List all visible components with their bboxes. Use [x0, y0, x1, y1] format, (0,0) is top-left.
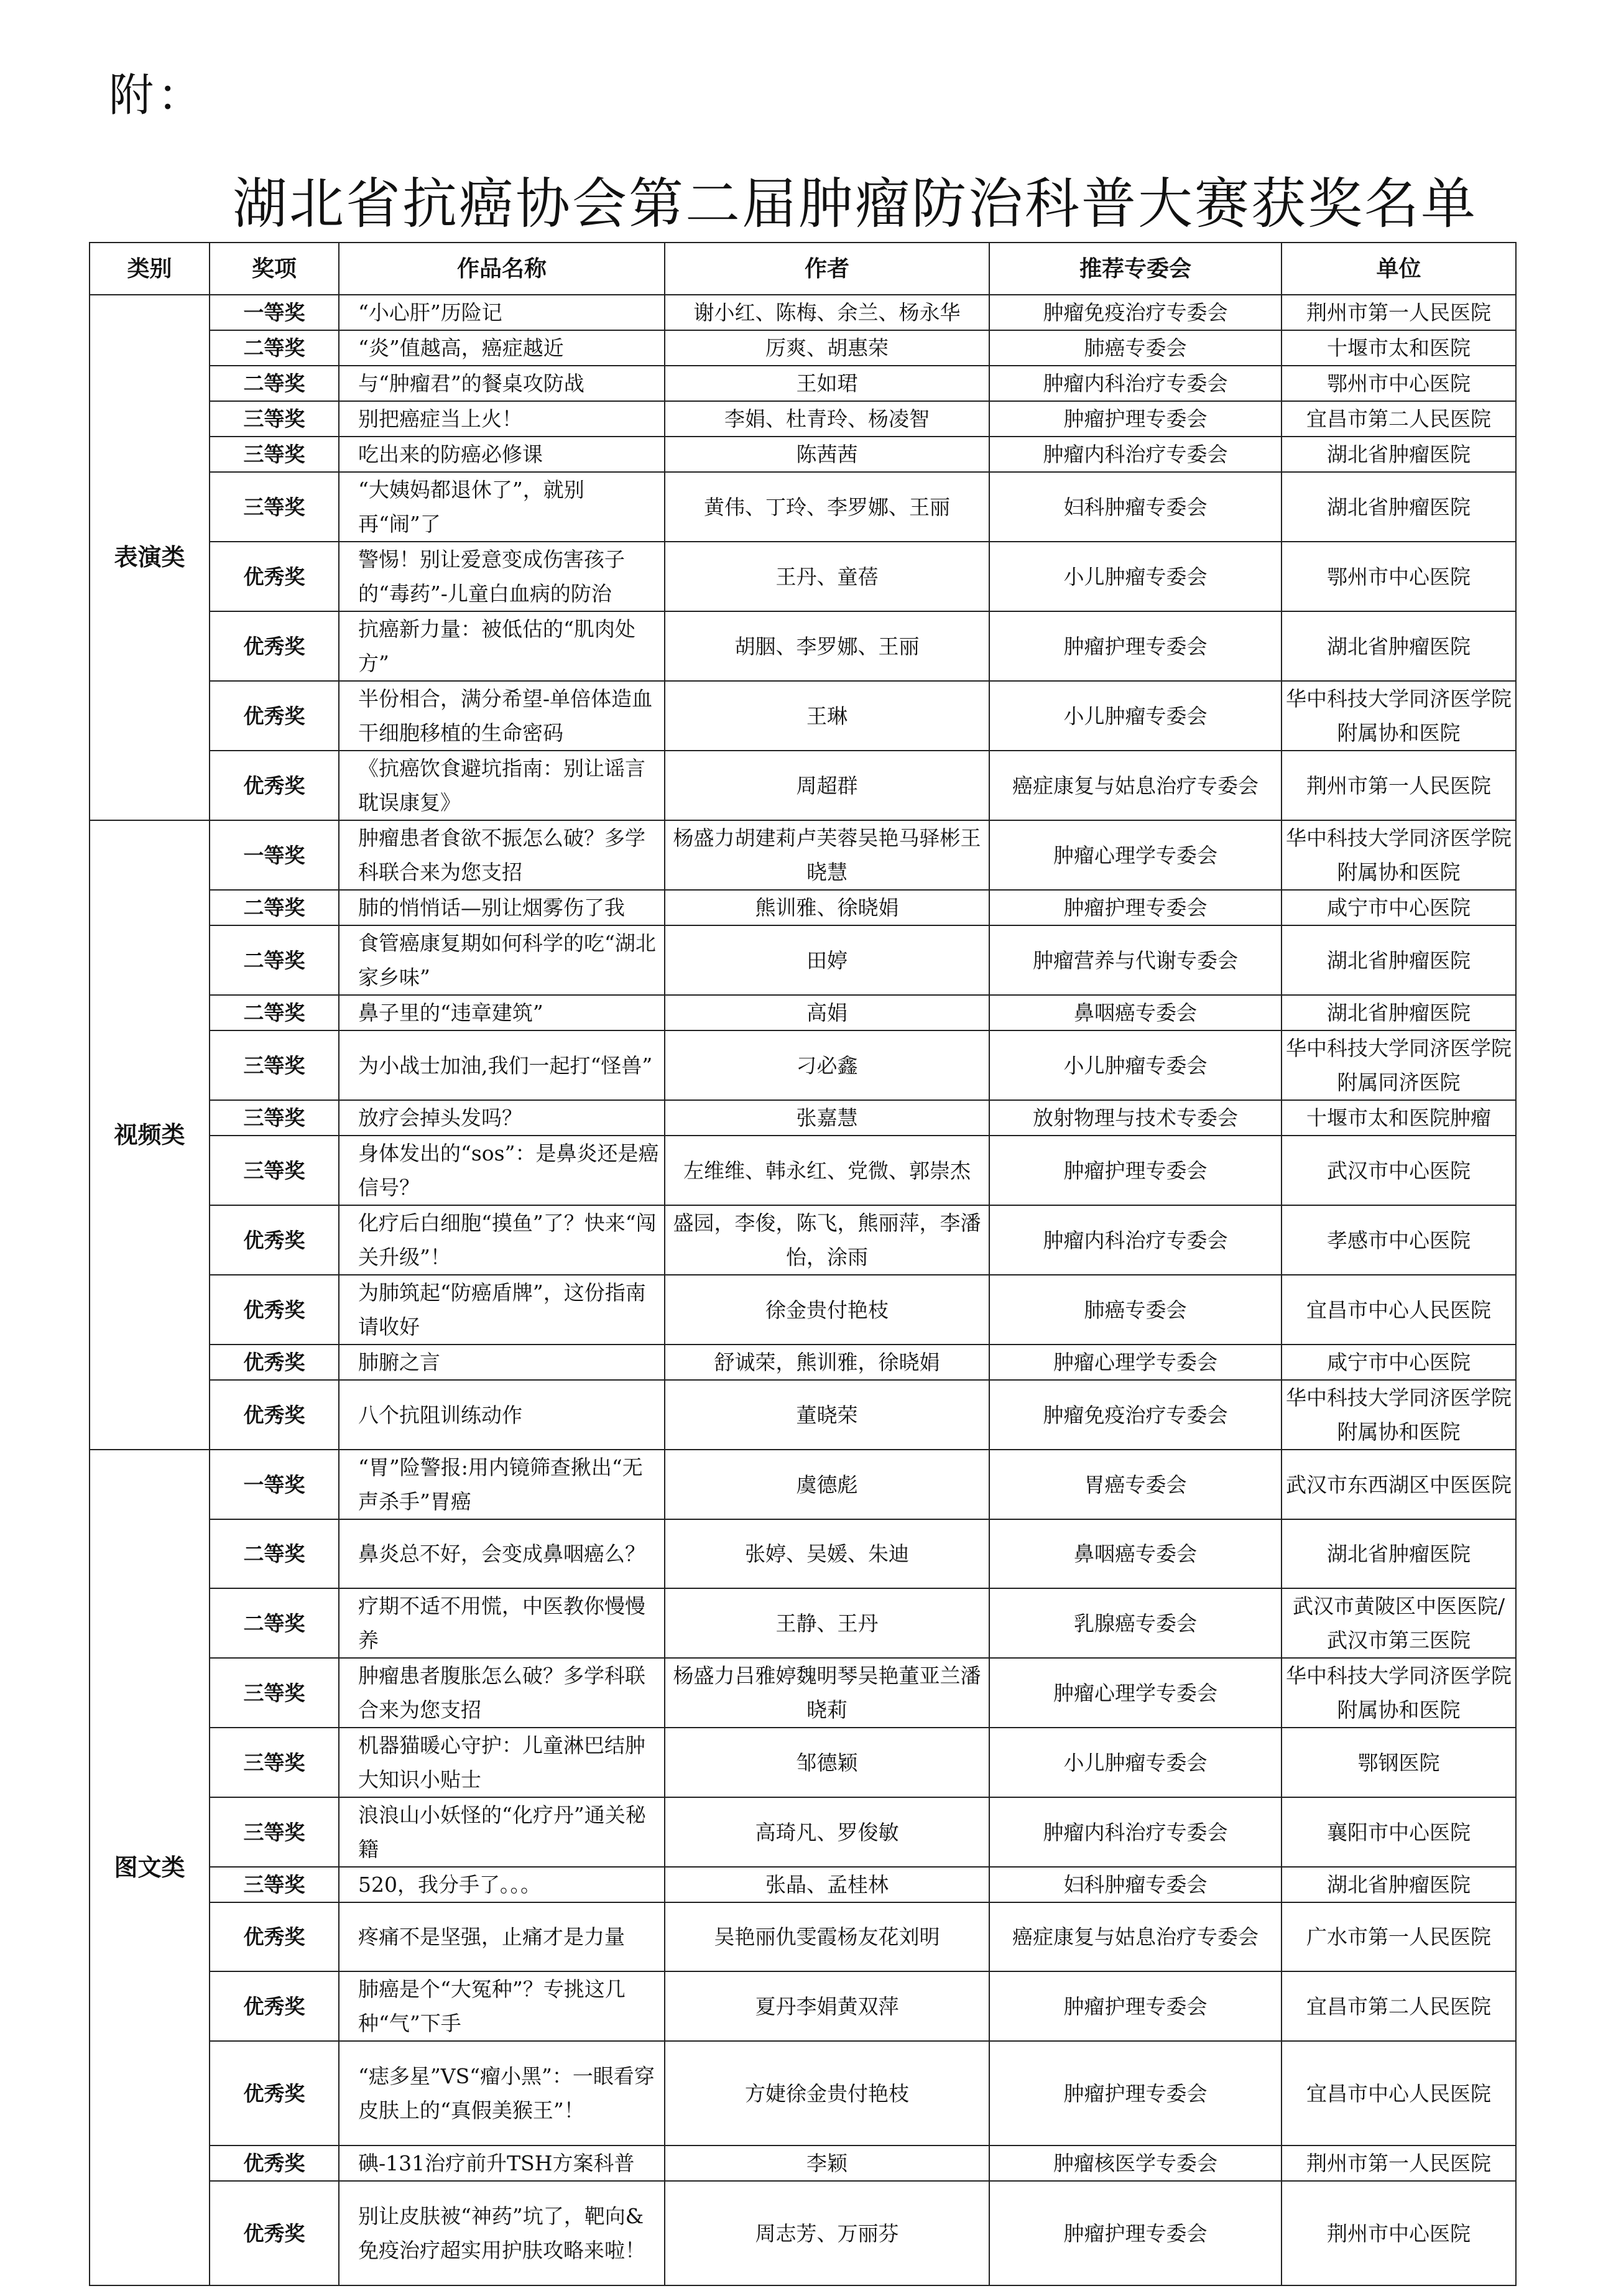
work-title-cell: 肺腑之言: [339, 1345, 665, 1380]
author-cell: 吴艳丽仇雯霞杨友花刘明: [665, 1902, 989, 1971]
award-cell: 一等奖: [210, 295, 339, 330]
table-row: [90, 542, 1516, 611]
author-cell: 左维维、韩永红、党微、郭崇杰: [665, 1136, 989, 1205]
work-title-cell: 吃出来的防癌必修课: [339, 437, 665, 472]
author-cell: 田婷: [665, 925, 989, 995]
table-row: [90, 1030, 1516, 1100]
unit-cell: 荆州市第一人民医院: [1282, 2146, 1516, 2181]
committee-cell: 小儿肿瘤专委会: [989, 1728, 1282, 1797]
unit-cell: 鄂州市中心医院: [1282, 366, 1516, 401]
author-cell: 盛园，李俊，陈飞，熊丽萍，李潘怡，涂雨: [665, 1205, 989, 1275]
award-cell: 优秀奖: [210, 1275, 339, 1345]
award-cell: 二等奖: [210, 1588, 339, 1658]
unit-cell: 华中科技大学同济医学院附属协和医院: [1282, 1658, 1516, 1728]
award-cell: 二等奖: [210, 366, 339, 401]
work-title-cell: 《抗癌饮食避坑指南：别让谣言耽误康复》: [339, 751, 665, 820]
award-cell: 优秀奖: [210, 2041, 339, 2146]
award-cell: 优秀奖: [210, 681, 339, 751]
table-row: [90, 1728, 1516, 1797]
author-cell: 夏丹李娟黄双萍: [665, 1971, 989, 2041]
author-cell: 徐金贵付艳枝: [665, 1275, 989, 1345]
award-cell: 优秀奖: [210, 751, 339, 820]
author-cell: 李颖: [665, 2146, 989, 2181]
table-row: [90, 1971, 1516, 2041]
award-cell: 二等奖: [210, 330, 339, 366]
category-cell: 图文类: [90, 1450, 210, 2285]
author-cell: 周超群: [665, 751, 989, 820]
table-row: [90, 2146, 1516, 2181]
award-cell: 三等奖: [210, 1728, 339, 1797]
committee-cell: 肿瘤营养与代谢专委会: [989, 925, 1282, 995]
header-author: 作者: [665, 243, 989, 295]
author-cell: 王丹、童蓓: [665, 542, 989, 611]
table-row: [90, 1136, 1516, 1205]
work-title-cell: 身体发出的“sos”：是鼻炎还是癌信号？: [339, 1136, 665, 1205]
award-cell: 三等奖: [210, 472, 339, 542]
author-cell: 杨盛力胡建莉卢芙蓉吴艳马驿彬王晓慧: [665, 820, 989, 890]
award-cell: 二等奖: [210, 890, 339, 925]
award-cell: 二等奖: [210, 995, 339, 1030]
work-title-cell: 半份相合，满分希望-单倍体造血干细胞移植的生命密码: [339, 681, 665, 751]
author-cell: 熊训雅、徐晓娟: [665, 890, 989, 925]
author-cell: 王琳: [665, 681, 989, 751]
committee-cell: 肿瘤内科治疗专委会: [989, 437, 1282, 472]
table-row: [90, 1275, 1516, 1345]
work-title-cell: 别把癌症当上火！: [339, 401, 665, 437]
category-cell: 视频类: [90, 820, 210, 1450]
committee-cell: 鼻咽癌专委会: [989, 1519, 1282, 1588]
author-cell: 周志芳、万丽芬: [665, 2181, 989, 2285]
table-header-row: [90, 243, 1516, 295]
header-unit: 单位: [1282, 243, 1516, 295]
award-cell: 一等奖: [210, 1450, 339, 1519]
unit-cell: 武汉市东西湖区中医医院: [1282, 1450, 1516, 1519]
table-row: [90, 366, 1516, 401]
committee-cell: 鼻咽癌专委会: [989, 995, 1282, 1030]
committee-cell: 小儿肿瘤专委会: [989, 681, 1282, 751]
unit-cell: 孝感市中心医院: [1282, 1205, 1516, 1275]
author-cell: 虞德彪: [665, 1450, 989, 1519]
committee-cell: 肿瘤护理专委会: [989, 1136, 1282, 1205]
committee-cell: 肿瘤心理学专委会: [989, 1345, 1282, 1380]
table-row: [90, 2181, 1516, 2285]
award-cell: 二等奖: [210, 1519, 339, 1588]
table-row: [90, 2041, 1516, 2146]
table-row: [90, 1450, 1516, 1519]
attachment-prefix: 附：: [109, 69, 206, 121]
author-cell: 刁必鑫: [665, 1030, 989, 1100]
unit-cell: 华中科技大学同济医学院附属协和医院: [1282, 681, 1516, 751]
unit-cell: 华中科技大学同济医学院附属协和医院: [1282, 1380, 1516, 1450]
committee-cell: 妇科肿瘤专委会: [989, 472, 1282, 542]
table-row: [90, 1902, 1516, 1971]
unit-cell: 武汉市中心医院: [1282, 1136, 1516, 1205]
award-cell: 三等奖: [210, 1100, 339, 1136]
author-cell: 谢小红、陈梅、余兰、杨永华: [665, 295, 989, 330]
work-title-cell: 疼痛不是坚强，止痛才是力量: [339, 1902, 665, 1971]
committee-cell: 胃癌专委会: [989, 1450, 1282, 1519]
work-title-cell: 食管癌康复期如何科学的吃“湖北家乡味”: [339, 925, 665, 995]
author-cell: 高娟: [665, 995, 989, 1030]
work-title-cell: 疗期不适不用慌，中医教你慢慢养: [339, 1588, 665, 1658]
unit-cell: 咸宁市中心医院: [1282, 1345, 1516, 1380]
author-cell: 王静、王丹: [665, 1588, 989, 1658]
committee-cell: 癌症康复与姑息治疗专委会: [989, 1902, 1282, 1971]
table-row: [90, 437, 1516, 472]
committee-cell: 肿瘤免疫治疗专委会: [989, 295, 1282, 330]
committee-cell: 肿瘤心理学专委会: [989, 820, 1282, 890]
unit-cell: 湖北省肿瘤医院: [1282, 1519, 1516, 1588]
table-row: [90, 1867, 1516, 1902]
author-cell: 胡胭、李罗娜、王丽: [665, 611, 989, 681]
table-row: [90, 890, 1516, 925]
unit-cell: 华中科技大学同济医学院附属协和医院: [1282, 820, 1516, 890]
work-title-cell: 化疗后白细胞“摸鱼”了？快来“闯关升级”！: [339, 1205, 665, 1275]
author-cell: 张嘉慧: [665, 1100, 989, 1136]
work-title-cell: 浪浪山小妖怪的“化疗丹”通关秘籍: [339, 1797, 665, 1867]
work-title-cell: 机器猫暖心守护：儿童淋巴结肿大知识小贴士: [339, 1728, 665, 1797]
award-cell: 三等奖: [210, 1136, 339, 1205]
author-cell: 张晶、孟桂林: [665, 1867, 989, 1902]
committee-cell: 肿瘤免疫治疗专委会: [989, 1380, 1282, 1450]
unit-cell: 宜昌市第二人民医院: [1282, 401, 1516, 437]
table-row: [90, 681, 1516, 751]
award-cell: 三等奖: [210, 437, 339, 472]
table-row: [90, 995, 1516, 1030]
award-cell: 三等奖: [210, 401, 339, 437]
committee-cell: 肿瘤内科治疗专委会: [989, 1797, 1282, 1867]
award-cell: 优秀奖: [210, 1345, 339, 1380]
unit-cell: 湖北省肿瘤医院: [1282, 995, 1516, 1030]
committee-cell: 肿瘤护理专委会: [989, 1971, 1282, 2041]
work-title-cell: 肿瘤患者食欲不振怎么破？多学科联合来为您支招: [339, 820, 665, 890]
committee-cell: 肿瘤护理专委会: [989, 2041, 1282, 2146]
work-title-cell: “胃”险警报:用内镜筛查揪出“无声杀手”胃癌: [339, 1450, 665, 1519]
unit-cell: 鄂钢医院: [1282, 1728, 1516, 1797]
unit-cell: 荆州市第一人民医院: [1282, 751, 1516, 820]
committee-cell: 小儿肿瘤专委会: [989, 1030, 1282, 1100]
author-cell: 方婕徐金贵付艳枝: [665, 2041, 989, 2146]
unit-cell: 襄阳市中心医院: [1282, 1797, 1516, 1867]
work-title-cell: “炎”值越高，癌症越近: [339, 330, 665, 366]
committee-cell: 肿瘤核医学专委会: [989, 2146, 1282, 2181]
committee-cell: 肿瘤内科治疗专委会: [989, 1205, 1282, 1275]
work-title-cell: “大姨妈都退休了”，就别再“闹”了: [339, 472, 665, 542]
unit-cell: 湖北省肿瘤医院: [1282, 611, 1516, 681]
header-category: 类别: [90, 243, 210, 295]
award-cell: 二等奖: [210, 925, 339, 995]
header-work: 作品名称: [339, 243, 665, 295]
table-row: [90, 1100, 1516, 1136]
unit-cell: 湖北省肿瘤医院: [1282, 472, 1516, 542]
committee-cell: 肿瘤护理专委会: [989, 401, 1282, 437]
author-cell: 高琦凡、罗俊敏: [665, 1797, 989, 1867]
award-cell: 优秀奖: [210, 2181, 339, 2285]
committee-cell: 癌症康复与姑息治疗专委会: [989, 751, 1282, 820]
award-cell: 优秀奖: [210, 542, 339, 611]
author-cell: 杨盛力吕雅婷魏明琴吴艳董亚兰潘晓莉: [665, 1658, 989, 1728]
header-award: 奖项: [210, 243, 339, 295]
award-cell: 优秀奖: [210, 1205, 339, 1275]
unit-cell: 湖北省肿瘤医院: [1282, 925, 1516, 995]
work-title-cell: 520，我分手了。。。: [339, 1867, 665, 1902]
committee-cell: 肿瘤护理专委会: [989, 890, 1282, 925]
author-cell: 陈茜茜: [665, 437, 989, 472]
unit-cell: 宜昌市中心人民医院: [1282, 2041, 1516, 2146]
unit-cell: 十堰市太和医院: [1282, 330, 1516, 366]
unit-cell: 荆州市中心医院: [1282, 2181, 1516, 2285]
award-cell: 优秀奖: [210, 611, 339, 681]
work-title-cell: 为肺筑起“防癌盾牌”，这份指南请收好: [339, 1275, 665, 1345]
committee-cell: 肿瘤护理专委会: [989, 2181, 1282, 2285]
award-cell: 三等奖: [210, 1867, 339, 1902]
award-cell: 优秀奖: [210, 1902, 339, 1971]
table-row: [90, 472, 1516, 542]
committee-cell: 乳腺癌专委会: [989, 1588, 1282, 1658]
committee-cell: 放射物理与技术专委会: [989, 1100, 1282, 1136]
category-cell: 表演类: [90, 295, 210, 820]
unit-cell: 鄂州市中心医院: [1282, 542, 1516, 611]
work-title-cell: 碘-131治疗前升TSH方案科普: [339, 2146, 665, 2181]
work-title-cell: “痣多星”VS“瘤小黑”：一眼看穿皮肤上的“真假美猴王”！: [339, 2041, 665, 2146]
work-title-cell: 鼻炎总不好，会变成鼻咽癌么？: [339, 1519, 665, 1588]
work-title-cell: 为小战士加油,我们一起打“怪兽”: [339, 1030, 665, 1100]
work-title-cell: 别让皮肤被“神药”坑了，靶向&免疫治疗超实用护肤攻略来啦！: [339, 2181, 665, 2285]
unit-cell: 咸宁市中心医院: [1282, 890, 1516, 925]
award-cell: 优秀奖: [210, 2146, 339, 2181]
unit-cell: 武汉市黄陂区中医医院/武汉市第三医院: [1282, 1588, 1516, 1658]
table-row: [90, 1205, 1516, 1275]
work-title-cell: 肿瘤患者腹胀怎么破？多学科联合来为您支招: [339, 1658, 665, 1728]
table-row: [90, 751, 1516, 820]
page-title: 湖北省抗癌协会第二届肿瘤防治科普大赛获奖名单: [232, 172, 1477, 236]
table-row: [90, 611, 1516, 681]
author-cell: 黄伟、丁玲、李罗娜、王丽: [665, 472, 989, 542]
unit-cell: 广水市第一人民医院: [1282, 1902, 1516, 1971]
table-row: [90, 1658, 1516, 1728]
unit-cell: 荆州市第一人民医院: [1282, 295, 1516, 330]
committee-cell: 肿瘤心理学专委会: [989, 1658, 1282, 1728]
author-cell: 李娟、杜青玲、杨凌智: [665, 401, 989, 437]
table-row: [90, 1588, 1516, 1658]
table-body: [90, 295, 1516, 2285]
table-row: [90, 1797, 1516, 1867]
unit-cell: 湖北省肿瘤医院: [1282, 1867, 1516, 1902]
author-cell: 王如珺: [665, 366, 989, 401]
header-committee: 推荐专委会: [989, 243, 1282, 295]
table-row: [90, 1519, 1516, 1588]
author-cell: 董晓荣: [665, 1380, 989, 1450]
work-title-cell: “小心肝”历险记: [339, 295, 665, 330]
award-cell: 三等奖: [210, 1658, 339, 1728]
unit-cell: 宜昌市第二人民医院: [1282, 1971, 1516, 2041]
unit-cell: 十堰市太和医院肿瘤: [1282, 1100, 1516, 1136]
work-title-cell: 警惕！别让爱意变成伤害孩子的“毒药”-儿童白血病的防治: [339, 542, 665, 611]
author-cell: 邹德颖: [665, 1728, 989, 1797]
committee-cell: 妇科肿瘤专委会: [989, 1867, 1282, 1902]
unit-cell: 华中科技大学同济医学院附属同济医院: [1282, 1030, 1516, 1100]
committee-cell: 肺癌专委会: [989, 1275, 1282, 1345]
work-title-cell: 肺的悄悄话—别让烟雾伤了我: [339, 890, 665, 925]
award-cell: 优秀奖: [210, 1971, 339, 2041]
author-cell: 舒诚荣，熊训雅，徐晓娟: [665, 1345, 989, 1380]
work-title-cell: 与“肿瘤君”的餐桌攻防战: [339, 366, 665, 401]
committee-cell: 肿瘤内科治疗专委会: [989, 366, 1282, 401]
table-row: [90, 820, 1516, 890]
award-cell: 三等奖: [210, 1797, 339, 1867]
author-cell: 厉爽、胡惠荣: [665, 330, 989, 366]
award-table: [89, 242, 1517, 2286]
table-row: [90, 330, 1516, 366]
work-title-cell: 放疗会掉头发吗？: [339, 1100, 665, 1136]
table-row: [90, 925, 1516, 995]
award-cell: 一等奖: [210, 820, 339, 890]
table-row: [90, 1380, 1516, 1450]
work-title-cell: 八个抗阻训练动作: [339, 1380, 665, 1450]
table-row: [90, 1345, 1516, 1380]
author-cell: 张婷、吴媛、朱迪: [665, 1519, 989, 1588]
unit-cell: 湖北省肿瘤医院: [1282, 437, 1516, 472]
committee-cell: 肿瘤护理专委会: [989, 611, 1282, 681]
committee-cell: 小儿肿瘤专委会: [989, 542, 1282, 611]
table-row: [90, 295, 1516, 330]
award-cell: 优秀奖: [210, 1380, 339, 1450]
work-title-cell: 肺癌是个“大冤种”？专挑这几种“气”下手: [339, 1971, 665, 2041]
work-title-cell: 鼻子里的“违章建筑”: [339, 995, 665, 1030]
unit-cell: 宜昌市中心人民医院: [1282, 1275, 1516, 1345]
committee-cell: 肺癌专委会: [989, 330, 1282, 366]
work-title-cell: 抗癌新力量：被低估的“肌肉处方”: [339, 611, 665, 681]
table-row: [90, 401, 1516, 437]
award-cell: 三等奖: [210, 1030, 339, 1100]
